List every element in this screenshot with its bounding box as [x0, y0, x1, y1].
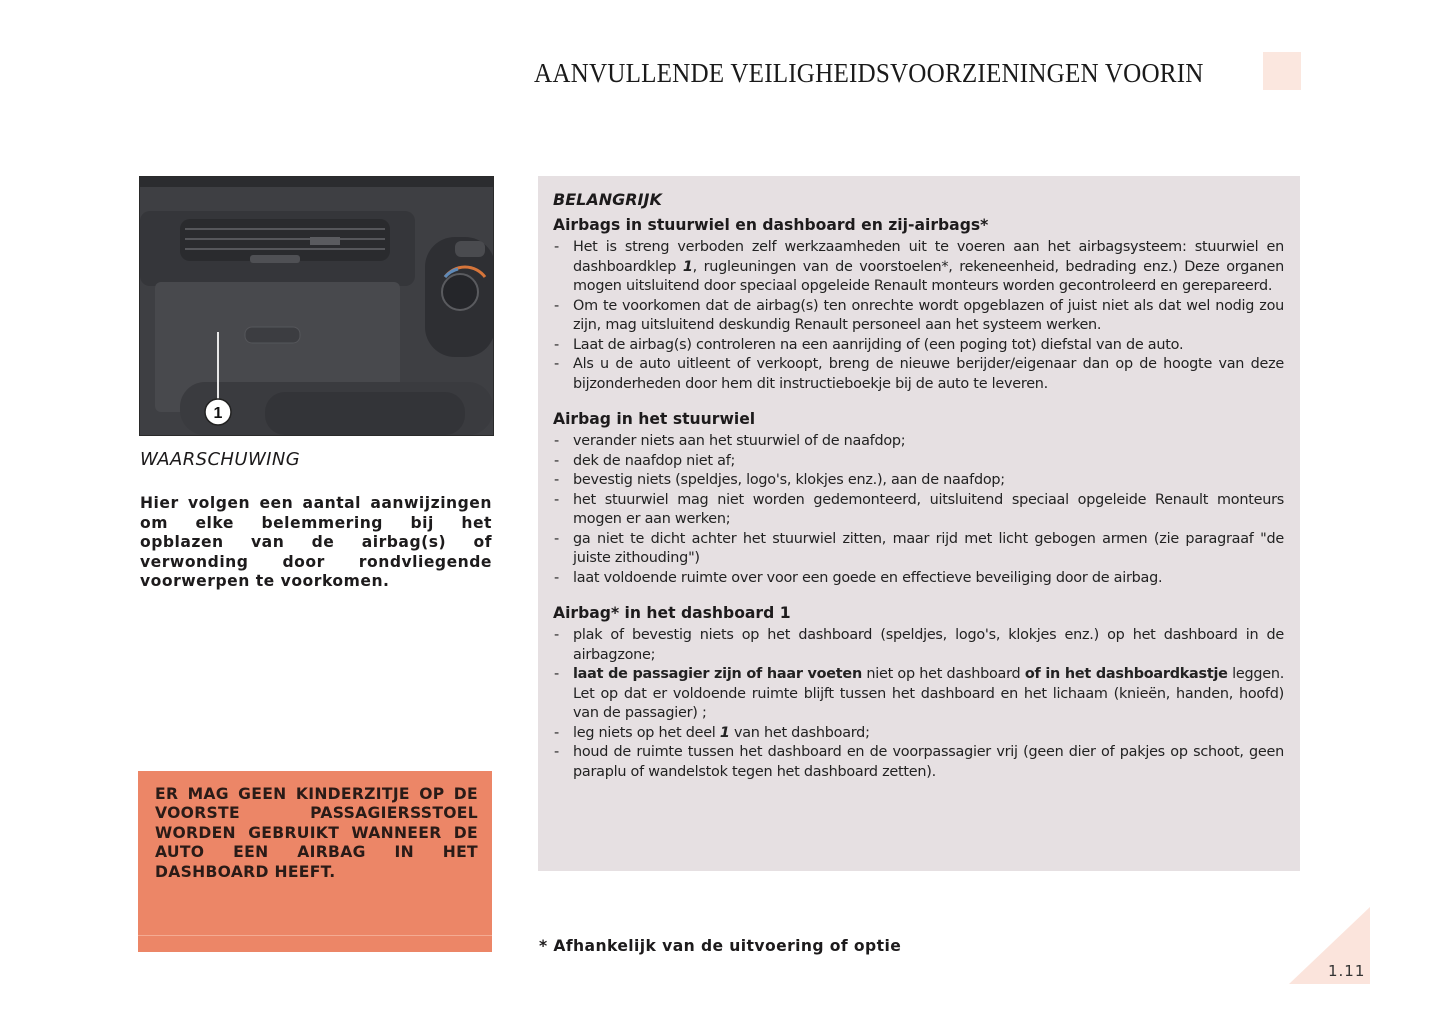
section-dashboard-airbag — [553, 604, 1284, 782]
child-seat-alert-box — [138, 771, 492, 952]
list-item: - laat de passagier zijn of haar voeten niet op het dashboard of in het dashboardkastje leggen. Let op dat er voldoende ruimte blijft tussen het dashboard en het lichaam (knieën, handen, hoofd) van de passagier) ; — [553, 665, 1284, 724]
section-heading: Airbags in stuurwiel en dashboard en zij-airbags* — [553, 216, 989, 234]
list-item: - dek de naafdop niet af; — [553, 452, 1284, 472]
dashboard-photo — [139, 176, 494, 436]
list-item: - Laat de airbag(s) controleren na een aanrijding of (een poging tot) diefstal van de auto. — [553, 336, 1284, 356]
list-item: - leg niets op het deel 1 van het dashboard; — [553, 724, 1284, 744]
page-title: AANVULLENDE VEILIGHEIDSVOORZIENINGEN VOORIN — [534, 58, 1204, 88]
warning-text: Hier volgen een aantal aanwijzingen om elke belemmering bij het opblazen van de airbag(s) of verwonding door rondvliegende voorwerpen te voorkomen. — [140, 494, 492, 591]
list-item: - Als u de auto uitleent of verkoopt, breng de nieuwe berijder/eigenaar dan op de hoogte van deze bijzonderheden door hem dit instructieboekje bij de auto te leveren. — [553, 355, 1284, 394]
warning-label: WAARSCHUWING — [140, 449, 301, 470]
footnote: * Afhankelijk van de uitvoering of optie — [539, 937, 902, 955]
list-item: - bevestig niets (speldjes, logo's, klokjes enz.), aan de naafdop; — [553, 471, 1284, 491]
list-item: - houd de ruimte tussen het dashboard en de voorpassagier vrij (geen dier of pakjes op schoot, geen paraplu of wandelstok tegen het dashboard zetten). — [553, 743, 1284, 782]
list-item: - ga niet te dicht achter het stuurwiel zitten, maar rijd met licht gebogen armen (zie paragraaf "de juiste zithouding") — [553, 530, 1284, 569]
list-item: - Het is streng verboden zelf werkzaamheden uit te voeren aan het airbagsysteem: stuurwiel en dashboardklep 1, rugleuningen van de voorstoelen*, rekeneenheid, bedrading enz.) Deze organen mogen uitsluitend door speciaal opgeleide Renault monteurs worden gecontroleerd en gerepareerd. — [553, 238, 1284, 297]
list-item: - verander niets aan het stuurwiel of de naafdop; — [553, 432, 1284, 452]
important-info-box — [538, 176, 1300, 871]
important-label: BELANGRIJK — [553, 190, 662, 209]
section-heading: Airbag in het stuurwiel — [553, 410, 756, 428]
list-item: - Om te voorkomen dat de airbag(s) ten onrechte wordt opgeblazen of juist niet als dat wel nodig zou zijn, mag uitsluitend deskundig Renault personeel aan het systeem werken. — [553, 297, 1284, 336]
page-number: 1.11 — [1328, 962, 1366, 980]
list-item: - plak of bevestig niets op het dashboard (speldjes, logo's, klokjes enz.) op het dashboard in de airbagzone; — [553, 626, 1284, 665]
section-steering-wheel-airbag — [553, 410, 1284, 588]
title-color-tab — [1263, 52, 1301, 90]
list-item: - laat voldoende ruimte over voor een goede en effectieve beveiliging door de airbag. — [553, 569, 1284, 589]
list-item: - het stuurwiel mag niet worden gedemonteerd, uitsluitend speciaal opgeleide Renault monteurs mogen er aan werken; — [553, 491, 1284, 530]
alert-text: ER MAG GEEN KINDERZITJE OP DE VOORSTE PASSAGIERSSTOEL WORDEN GEBRUIKT WANNEER DE AUTO EEN AIRBAG IN HET DASHBOARD HEEFT. — [155, 785, 478, 881]
section-heading: Airbag* in het dashboard 1 — [553, 604, 791, 622]
section-airbags-overview — [553, 216, 1284, 394]
alert-divider — [138, 935, 492, 936]
callout-number: 1 — [213, 405, 223, 422]
